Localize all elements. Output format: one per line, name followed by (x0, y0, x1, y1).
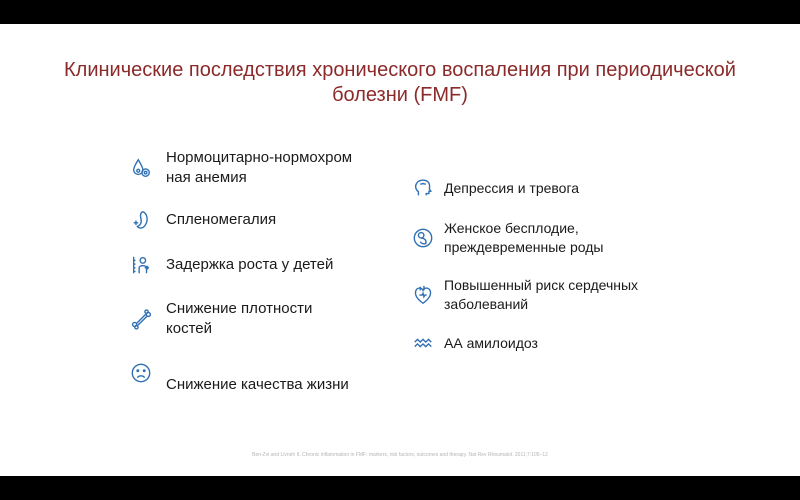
slide (0, 24, 800, 476)
anemia-label: Нормоцитарно-нормохром ная анемия (166, 149, 353, 186)
citation: Ben-Zvi and Livneh II. Chronic inflammation in FMF: markers, risk factors, outcomes and therapy. Nat Rev Rheumatol. 2011;7:105–12 (252, 452, 548, 458)
splenomegaly-label: Спленомегалия (166, 211, 277, 228)
list-item-growth-delay (130, 254, 333, 276)
heart-risk-label: Повышенный риск сердечных заболеваний (444, 277, 639, 312)
quality-of-life-label: Снижение качества жизни (166, 376, 349, 393)
child-growth-icon (130, 254, 152, 276)
list-item-heart-risk (412, 276, 674, 314)
slide-title: Клинические последствия хронического воспаления при периодической болезни (FMF) (64, 59, 736, 106)
fetus-icon (412, 227, 434, 249)
sad-face-icon (130, 362, 152, 384)
bone-density-label: Снижение плотности костей (166, 300, 313, 337)
list-item-anemia (130, 148, 380, 188)
list-item-depression (412, 177, 579, 199)
head-icon (412, 177, 434, 199)
list-item-amyloidosis (412, 332, 538, 354)
list-item-bone-density (130, 299, 336, 339)
heart-icon (412, 284, 434, 306)
depression-label: Депрессия и тревога (444, 179, 580, 196)
bone-icon (130, 308, 152, 330)
list-item-quality-of-life (130, 351, 349, 395)
amyloidosis-label: АА амилоидоз (444, 334, 538, 351)
blood-cells-icon (130, 157, 152, 179)
growth-delay-label: Задержка роста у детей (166, 256, 334, 273)
list-item-infertility (412, 219, 624, 257)
spleen-icon (130, 209, 152, 231)
infertility-label: Женское бесплодие, преждевременные роды (444, 220, 604, 255)
amyloid-fibril-icon (412, 332, 434, 354)
list-item-splenomegaly (130, 209, 276, 231)
